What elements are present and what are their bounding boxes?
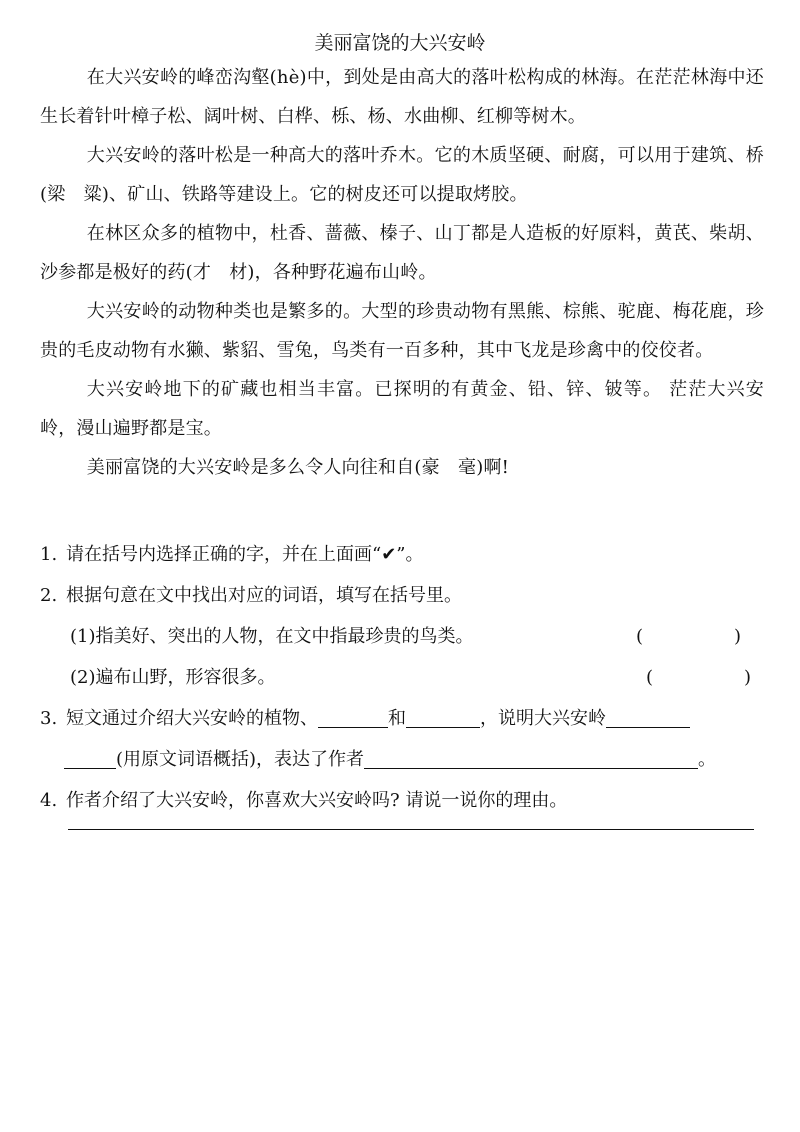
answer-paren-open: ( xyxy=(636,626,644,647)
fill-blank[interactable] xyxy=(64,746,116,769)
question-text: 和 xyxy=(388,708,406,729)
question-2-sub-2 xyxy=(40,657,764,698)
question-4 xyxy=(40,780,764,821)
fill-blank[interactable] xyxy=(406,705,480,728)
question-number: 3. xyxy=(40,708,58,729)
passage-body xyxy=(40,58,764,487)
question-number: 1. xyxy=(40,544,58,565)
sub-question-text: (2)遍布山野，形容很多。 xyxy=(70,667,276,688)
fill-blank[interactable] xyxy=(606,705,690,728)
checkmark-icon: ✔ xyxy=(381,544,397,565)
answer-line[interactable] xyxy=(68,829,754,830)
paragraph: 大兴安岭地下的矿藏也相当丰富。已探明的有黄金、铅、锌、铍等。 茫茫大兴安岭，漫山遍野都是宝。 xyxy=(40,379,764,439)
question-3-line-2 xyxy=(40,739,764,780)
question-text: 短文通过介绍大兴安岭的植物、 xyxy=(66,708,318,729)
question-text: 根据句意在文中找出对应的词语，填写在括号里。 xyxy=(66,585,462,606)
answer-paren-close: ) xyxy=(744,667,752,688)
question-1 xyxy=(40,534,764,575)
question-2-sub-1 xyxy=(40,616,764,657)
question-text: ，说明大兴安岭 xyxy=(480,708,606,729)
passage-title: 美丽富饶的大兴安岭 xyxy=(314,32,486,54)
paragraph: 在大兴安岭的峰峦沟壑(hè)中，到处是由高大的落叶松构成的林海。在茫茫林海中还生长着针叶樟子松、阔叶树、白桦、栎、杨、水曲柳、红柳等树木。 xyxy=(40,67,764,127)
question-3 xyxy=(40,698,764,739)
sub-question-text: (1)指美好、突出的人物，在文中指最珍贵的鸟类。 xyxy=(70,626,474,647)
question-text: 。 xyxy=(698,749,717,770)
questions-section xyxy=(40,534,764,821)
fill-blank[interactable] xyxy=(364,746,698,769)
paragraph: 在林区众多的植物中，杜香、蔷薇、榛子、山丁都是人造板的好原料，黄芪、柴胡、沙参都是极好的药(才 材)，各种野花遍布山岭。 xyxy=(40,223,764,283)
question-2 xyxy=(40,575,764,616)
question-text: (用原文词语概括)，表达了作者 xyxy=(116,749,365,770)
paragraph: 大兴安岭的落叶松是一种高大的落叶乔木。它的木质坚硬、耐腐，可以用于建筑、桥(梁 粱)、矿山、铁路等建设上。它的树皮还可以提取烤胶。 xyxy=(40,145,764,205)
question-text: ”。 xyxy=(396,544,424,565)
question-text: 作者介绍了大兴安岭，你喜欢大兴安岭吗? 请说一说你的理由。 xyxy=(66,790,568,811)
fill-blank[interactable] xyxy=(318,705,388,728)
paragraph: 大兴安岭的动物种类也是繁多的。大型的珍贵动物有黑熊、棕熊、驼鹿、梅花鹿，珍贵的毛皮动物有水獭、紫貂、雪兔，鸟类有一百多种，其中飞龙是珍禽中的佼佼者。 xyxy=(40,301,764,361)
question-text: 请在括号内选择正确的字，并在上面画“ xyxy=(66,544,382,565)
answer-paren-open: ( xyxy=(646,667,654,688)
question-number: 4. xyxy=(40,790,58,811)
question-number: 2. xyxy=(40,585,58,606)
paragraph: 美丽富饶的大兴安岭是多么令人向往和自(豪 毫)啊! xyxy=(86,457,510,478)
answer-paren-close: ) xyxy=(734,626,742,647)
